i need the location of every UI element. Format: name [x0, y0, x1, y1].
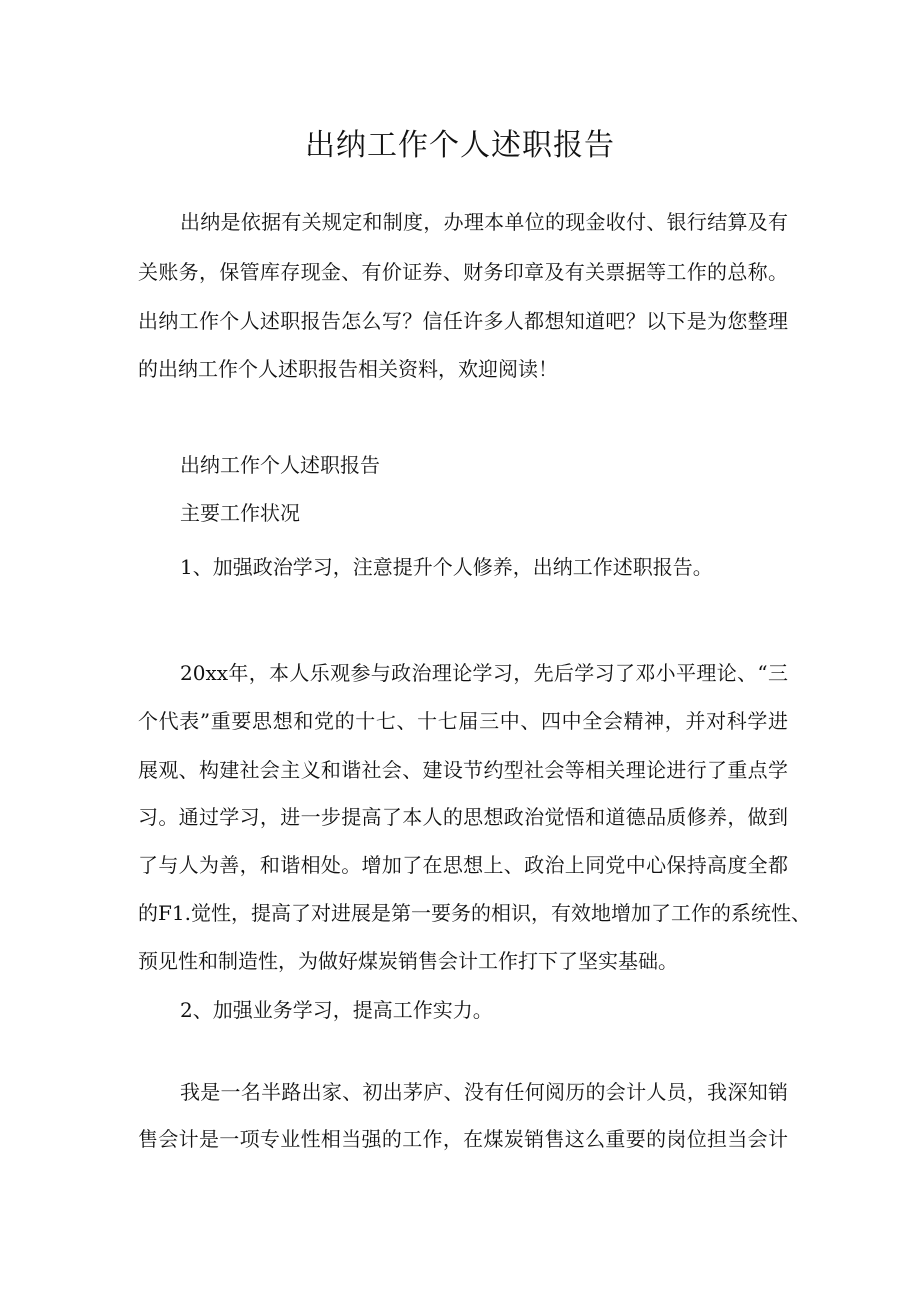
intro-line: 出纳是依据有关规定和制度，办理本单位的现金收付、银行结算及有 [180, 210, 788, 234]
item2-line: 售会计是一项专业性相当强的工作，在煤炭销售这么重要的岗位担当会计 [138, 1127, 788, 1151]
item1-line: 个代表”重要思想和党的十七、十七届三中、四中全会精神，并对科学进 [138, 709, 788, 733]
item1-heading: 1、加强政治学习，注意提升个人修养，出纳工作述职报告。 [180, 555, 713, 579]
document-title: 出纳工作个人述职报告 [305, 128, 615, 163]
item1-line: 了与人为善，和谐相处。增加了在思想上、政治上同党中心保持高度全都 [138, 853, 788, 877]
item1-line: 习。通过学习，进一步提高了本人的思想政治觉悟和道德品质修养，做到 [138, 805, 788, 829]
subtitle: 出纳工作个人述职报告 [180, 453, 380, 477]
item2-line: 我是一名半路出家、初出茅庐、没有任何阅历的会计人员，我深知销 [180, 1080, 788, 1104]
intro-line: 关账务，保管库存现金、有价证券、财务印章及有关票据等工作的总称。 [138, 260, 788, 284]
item1-line: 展观、构建社会主义和谐社会、建设节约型社会等相关理论进行了重点学 [138, 758, 788, 782]
intro-line: 的出纳工作个人述职报告相关资料，欢迎阅读！ [138, 357, 558, 381]
section-heading: 主要工作状况 [180, 501, 300, 525]
item1-line: 20xx年，本人乐观参与政治理论学习，先后学习了邓小平理论、“三 [180, 661, 788, 685]
intro-line: 出纳工作个人述职报告怎么写？信任许多人都想知道吧？以下是为您整理 [138, 309, 788, 333]
item1-line: 的F1.觉性，提高了对进展是第一要务的相识，有效地增加了工作的系统性、 [138, 901, 811, 925]
item1-line: 预见性和制造性，为做好煤炭销售会计工作打下了坚实基础。 [138, 949, 678, 973]
item2-heading: 2、加强业务学习，提高工作实力。 [180, 998, 493, 1022]
